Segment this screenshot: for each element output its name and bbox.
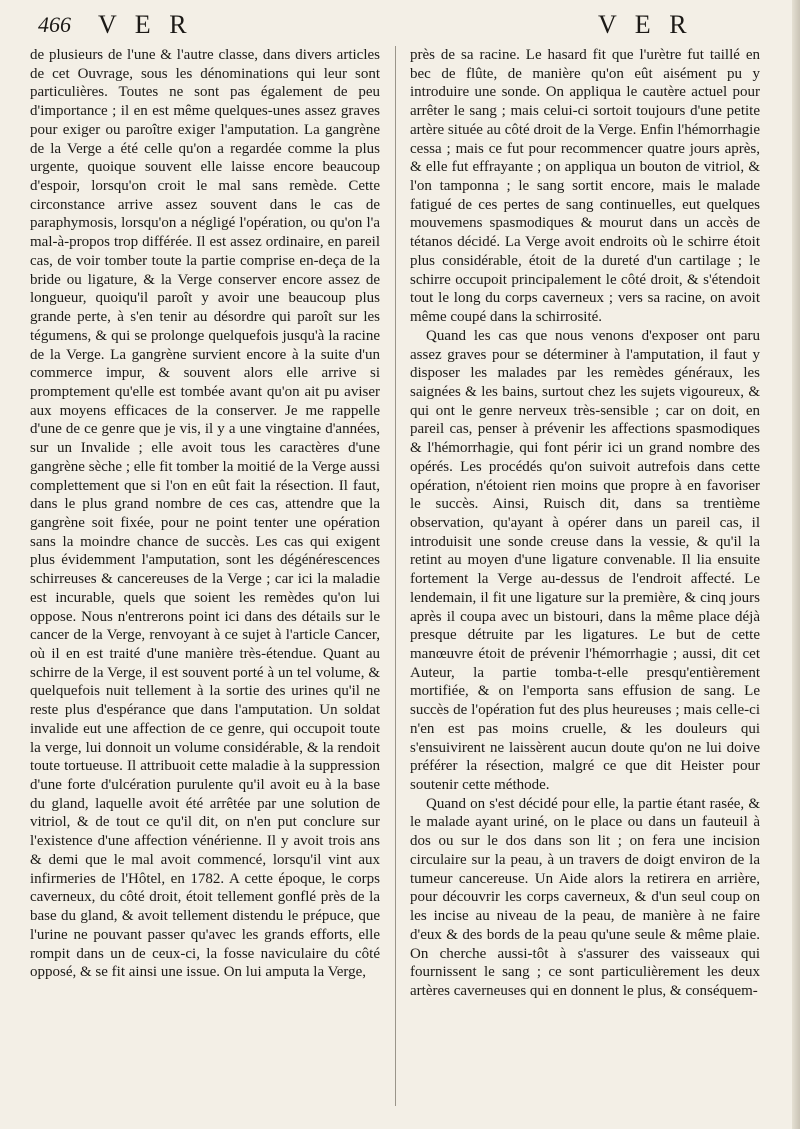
left-column: [30, 46, 380, 982]
column-divider: [395, 46, 396, 1106]
paragraph: de plusieurs de l'une & l'autre classe, dans divers articles de cet Ouvrage, sous les dénominations qui leur sont particulières. Toutes ne sont pas également de peu d'importance ; il en est même quelques-unes assez graves pour exiger ou paroître exiger l'amputation. La gangrène de la Verge a été celle qu'on a regardée comme la plus urgente, quoique souvent elle laisse encore beaucoup d'espoir, lorsqu'on croit le mal sans remède. Cette circonstance arrive assez souvent dans le cas de paraphymosis, lorsqu'on a négligé l'opération, ou qu'on l'a mal-à-propos trop différée. Il est assez ordinaire, en pareil cas, de voir tomber toute la partie comprise en-deça de la bride ou ligature, & la Verge conserver encore assez de longueur, quoiqu'il paroît y avoir une beaucoup plus grande perte, à s'en tenir au désordre qui paroît sur les tégumens, & qui se prolonge quelquefois jusqu'à la racine de la Verge. La gangrène survient encore à la suite d'un commerce impur, & souvent alors elle arrive si promptement qu'elle est tombée avant qu'on ait pu aviser aux moyens efficaces de la conserver. Je me rappelle d'une de ce genre que je vis, il y a une vingtaine d'années, sur un Invalide ; elle avoit tous les caractères d'une gangrène sèche ; elle fit tomber la moitié de la Verge aussi complettement que si l'on en eût fait la résection. Il faut, dans le plus grand nombre de ces cas, attendre que la gangrène soit fixée, pour ne point tenter une opération sans la moindre chance de succès. Les cas qui exigent plus évidemment l'amputation, sont les dégénérescences schirreuses & cancereuses de la Verge ; car ici la maladie est incurable, quels que soient les remèdes qu'on lui oppose. Nous n'entrerons point ici dans des détails sur le cancer de la Verge, renvoyant à ce sujet à l'article Cancer, où il en est traité d'une manière très-étendue. Quant au schirre de la Verge, il est souvent porté à un tel volume, & quelquefois nuit tellement à la sortie des urines qu'il ne reste plus d'espérance que dans l'amputation. Un soldat invalide eut une affection de ce genre, qui occupoit toute la verge, lui donnoit un volume considérable, & la rendoit toute tortueuse. Il attribuoit cette maladie à la suppression d'une forte d'ulcération purulente qu'il avoit eu à la base du gland, laquelle avoit été arrêtée par une solution de vitriol, & de tout ce qu'il dit, on n'en put conclure sur l'existence d'une affection vénérienne. Il y avoit trois ans & demi que le mal avoit commencé, lorsqu'il vint aux infirmeries de l'Hôtel, en 1782. A cette époque, le corps caverneux, du côté droit, étoit tellement gonflé près de la base du gland, & avoit tellement distendu le prépuce, que l'urine ne pouvant passer qu'avec les grands efforts, elle rompit dans un de ceux-ci, la fosse naviculaire du côté opposé, & se fit ainsi une issue. On lui amputa la Verge,: [30, 47, 380, 981]
paragraph: Quand les cas que nous venons d'exposer ont paru assez graves pour se déterminer à l'amputation, il faut y disposer les malades par les remèdes généraux, les saignées & les bains, surtout chez les sujets vigoureux, & qui ont le genre nerveux très-sensible ; car on doit, en pareil cas, penser à prévenir les affections spasmodiques & l'hémorrhagie, qui font périr ici un grand nombre des opérés. Les procédés qu'on suivoit autrefois dans cette opération, n'étoient rien moins que propre à en favoriser le succès. Ainsi, Ruisch dit, dans sa trentième observation, qu'ayant à opérer dans un pareil cas, il introduisit une sonde creuse dans la vessie, & qu'il la retint au moyen d'une ligature convenable. Il lia ensuite fortement la Verge au-dessus de l'endroit affecté. Le lendemain, il fit une ligature sur la première, & cinq jours après il coupa avec un bistouri, dans la même place déjà presque détruite par les ligatures. Le but de cette manœuvre étoit de prévenir l'hémorrhagie ; aussi, dit cet Auteur, la partie tomba-t-elle presqu'entièrement mortifiée, & on l'emporta sans effusion de sang. Le succès de l'opération fut des plus heureuses ; mais celle-ci n'en est pas moins cruelle, & les douleurs qui s'ensuivirent ne laissèrent aucun doute qu'on ne lui doive préférer la résection, malgré ce que dit Heister pour soutenir cette méthode.: [410, 327, 760, 794]
running-head-right: V E R: [598, 10, 693, 39]
right-column: [410, 46, 760, 1001]
running-head-left: V E R: [98, 10, 193, 39]
page-number: 466: [38, 12, 71, 37]
page-header: [38, 10, 760, 40]
paragraph: près de sa racine. Le hasard fit que l'urètre fut taillé en bec de flûte, de manière qu'on eût aisément pu y introduire une sonde. On appliqua le cautère actuel pour arrêter le sang ; mais celui-ci sortoit toujours d'une petite artère située au côté droit de la Verge. Enfin l'hémorrhagie cessa ; mais ce fut pour recommencer quatre jours après, & elle fut effrayante ; on appliqua un bouton de vitriol, & l'on tamponna ; le sang sortit encore, mais le malade fatigué de ces pertes de sang continuelles, eut quelques mouvemens spasmodiques & mourut dans un accès de tétanos décidé. La Verge avoit endroits où le schirre étoit plus considérable, étoit de la dureté d'un cartilage ; le schirre occupoit principalement le côté droit, & s'étendoit tout le long du corps caverneux ; vers sa racine, on avoit même coupé dans la schirrosité.: [410, 47, 760, 326]
paragraph: Quand on s'est décidé pour elle, la partie étant rasée, & le malade ayant uriné, on le place ou dans un fauteuil à dos ou sur le dos dans son lit ; on fera une incision circulaire sur la peau, à un travers de doigt environ de la tumeur cancereuse. Un Aide alors la retirera en arrière, pour découvrir les corps caverneux, & d'un seul coup on les incise au niveau de la peau, de manière à ne faire d'eux & des bords de la peau qu'une seule & même plaie. On cherche aussi-tôt à s'assurer des vaisseaux qui fournissent le sang ; ce sont particulièrement les deux artères caverneuses qui en donnent le plus, & conséquem-: [410, 795, 760, 999]
page-edge: [792, 0, 800, 1129]
